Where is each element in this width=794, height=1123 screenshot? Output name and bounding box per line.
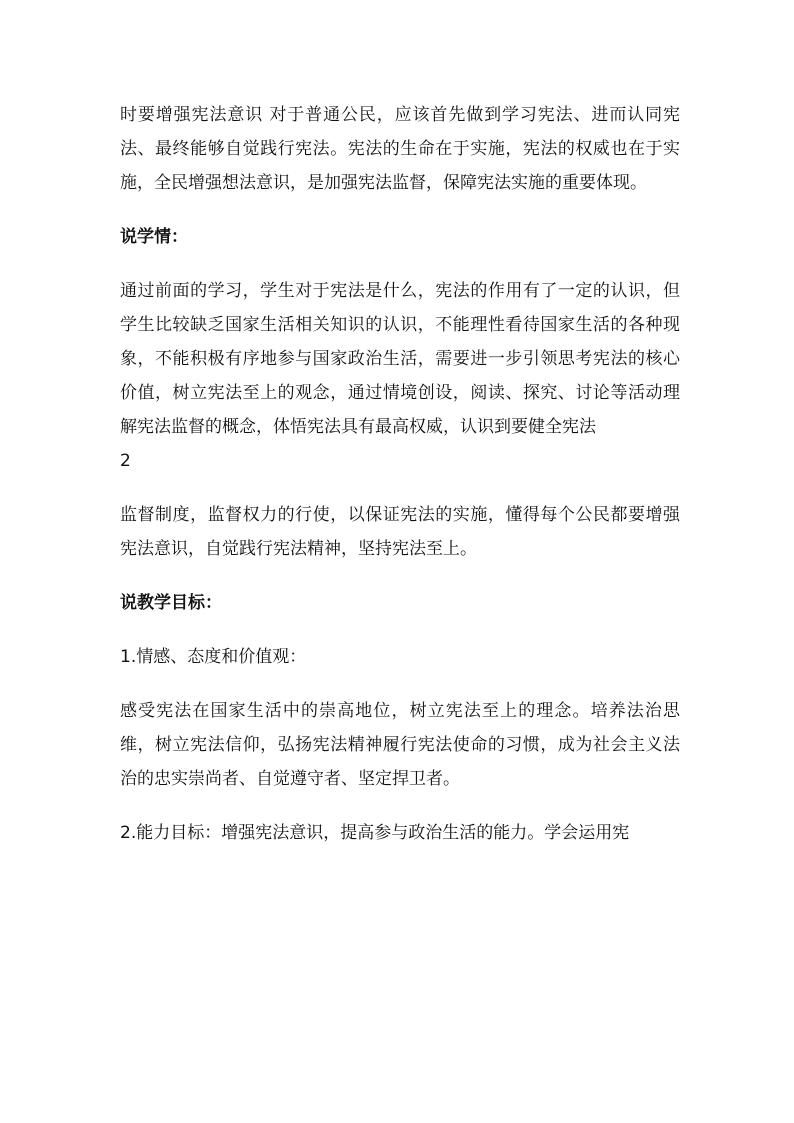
paragraph-learner-analysis: 通过前面的学习，学生对于宪法是什么，宪法的作用有了一定的认识，但学生比较缺乏国家生活相关知识的认识，不能理性看待国家生活的各种现象，不能积极有序地参与国家政治生活，需要进一步引领思考宪法的核心价值，树立宪法至上的观念，通过情境创设，阅读、探究、讨论等活动理解宪法监督的概念，体悟宪法具有最高权威，认识到要健全宪法: [120, 281, 680, 437]
subheading-emotion-attitude-values: 1.情感、态度和价值观：: [120, 647, 307, 667]
page-number: 2: [120, 451, 131, 471]
paragraph-constitution-awareness: 时要增强宪法意识 对于普通公民，应该首先做到学习宪法、进而认同宪法、最终能够自觉践行宪法。宪法的生命在于实施，宪法的权威也在于实施，全民增强想法意识，是加强宪法监督，保障宪法实施的重要体现。: [120, 105, 680, 193]
paragraph-ability-goals: 2.能力目标：增强宪法意识，提高参与政治生活的能力。学会运用宪: [120, 823, 630, 843]
heading-learner-analysis: 说学情：: [120, 227, 188, 247]
paragraph-supervision-system: 监督制度，监督权力的行使，以保证宪法的实施，懂得每个公民都要增强宪法意识，自觉践行宪法精神，坚持宪法至上。: [120, 505, 680, 559]
paragraph-emotion-goals: 感受宪法在国家生活中的崇高地位，树立宪法至上的理念。培养法治思维，树立宪法信仰，弘扬宪法精神履行宪法使命的习惯，成为社会主义法治的忠实崇尚者、自觉遵守者、坚定捍卫者。: [120, 701, 680, 789]
heading-teaching-objectives: 说教学目标：: [120, 593, 222, 613]
